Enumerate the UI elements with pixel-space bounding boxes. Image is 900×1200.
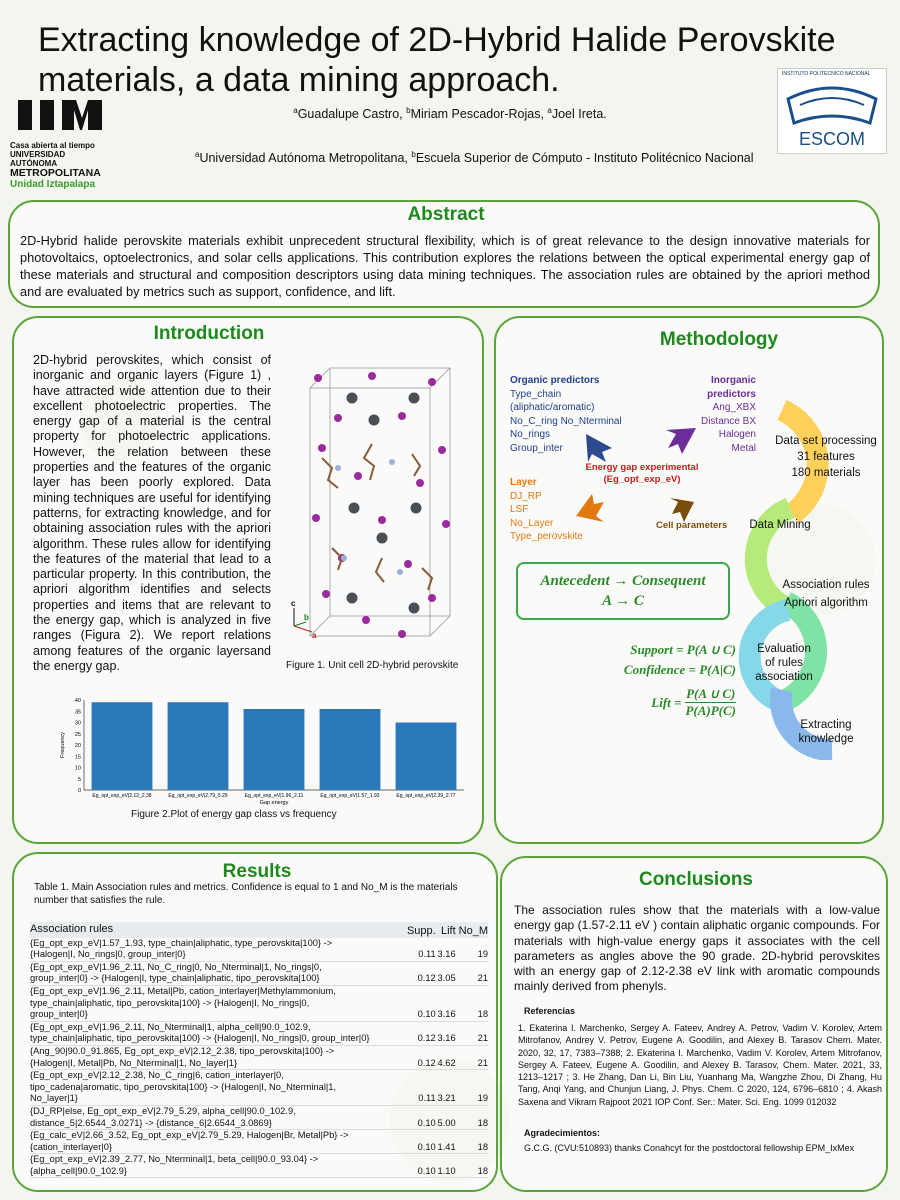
rule-cell: {Eg_opt_exp_eV|2.39_2.77, No_Nterminal|1, beta_cell|90.0_93.04} -> {alpha_cell|90.0_102.9}	[30, 1154, 404, 1178]
svg-text:association: association	[755, 671, 813, 683]
rule-cell: {Eg_opt_exp_eV|1.96_2.11, No_Nterminal|1, alpha_cell|90.0_102.9, type_chain|aliphatic, tipo_perovskita|100} -> {Halogen|I, No_rings|0, group_inter|0}	[30, 1021, 404, 1045]
rule-cell: {Ang_90|90.0_91.865, Eg_opt_exp_eV|2.12_2.38, tipo_perovskita|100} -> {Halogen|I, Metal|Pb, No_Nterminal|1, No_layer|1}	[30, 1045, 404, 1069]
support-cell: 0.11	[404, 938, 436, 962]
conclusions-text: The association rules show that the materials with a low-value energy gap (1.57-2.11 eV ) contain aliphatic organic compounds. For materials with high-value energy gaps it associates with the cell parameters as angles above the 90 grade. 2D-hybrid perovskites with an energy gap of 2.12-2.38 eV link with aromatic compounds mainly derived from phenyls.	[514, 903, 880, 994]
nom-cell: 18	[456, 1154, 488, 1178]
organic-predictors: Organic predictors Type_chain (aliphatic/aromatic) No_C_ring No_Nterminal No_rings Group_inter	[510, 375, 622, 454]
abstract-title: Abstract	[407, 204, 485, 225]
nom-cell: 18	[456, 985, 488, 1021]
lift-cell: 4.62	[436, 1045, 456, 1069]
svg-text:b: b	[304, 613, 309, 622]
nom-cell: 19	[456, 938, 488, 962]
abstract-panel	[8, 200, 880, 308]
table-row	[30, 1154, 488, 1178]
header-supp: Supp.	[406, 925, 436, 937]
header-nom: No_M	[458, 925, 488, 937]
escom-logo: INSTITUTO POLITÉCNICO NACIONAL ESCOM	[777, 68, 887, 154]
rule-cell: {Eg_opt_exp_eV|1.96_2.11, No_C_ring|0, No_Nterminal|1, No_rings|0, group_inter|0} -> {Halogen|I, type_chain|aliphatic, tipo_perovskita|100}	[30, 961, 404, 985]
acknowledgments-title: Agradecimientos:	[524, 1128, 601, 1138]
nom-cell: 21	[456, 1021, 488, 1045]
lift-cell: 5.00	[436, 1105, 456, 1129]
authors: $^a$Guadalupe Castro, $^b$Miriam Pescador-Rojas, $^a$Joel Ireta.	[293, 106, 607, 122]
results-title: Results	[222, 861, 292, 882]
y-tick-label: 5	[77, 776, 81, 783]
introduction-panel	[12, 316, 484, 844]
svg-text:31 features: 31 features	[797, 451, 855, 463]
x-axis-label: Gap energy	[259, 800, 289, 806]
support-cell: 0.10	[404, 1105, 436, 1129]
table-row	[30, 938, 488, 962]
lift-cell: 1.10	[436, 1154, 456, 1178]
rule-cell: {Eg_opt_exp_eV|2.12_2.38, No_C_ring|6, cation_interlayer|0, tipo_cadena|aromatic, tipo_perovskita|100} -> {Halogen|I, No_Nterminal|1, No_layer|1}	[30, 1070, 404, 1106]
inorganic-predictors: Inorganic predictors Ang_XBX Distance BX Halogen Metal	[700, 375, 756, 454]
lift-cell: 3.16	[436, 985, 456, 1021]
metrics-formulas: Support = P(A ∪ C) Confidence = P(A|C) Lift = $\frac{P(A \cup C)}{P(A)P(C)}$	[623, 642, 736, 718]
references-title: Referencias	[524, 1006, 576, 1016]
poster-title: Extracting knowledge of 2D-Hybrid Halide Perovskite materials, a data mining approach.	[38, 21, 836, 99]
y-tick-label: 30	[74, 720, 81, 727]
rule-cell: {Eg_calc_eV|2.66_3.52, Eg_opt_exp_eV|2.79_5.29, Halogen|Br, Metal|Pb} -> {cation_interlayer|0}	[30, 1130, 404, 1154]
support-cell: 0.12	[404, 961, 436, 985]
table-caption: Table 1. Main Association rules and metrics. Confidence is equal to 1 and No_M is the materials number that satisfies the rule.	[34, 882, 458, 906]
x-tick-label: Eg_opt_exp_eV|2.79_5.29	[168, 793, 228, 799]
svg-text:180 materials: 180 materials	[791, 467, 861, 479]
figure1-caption: Figure 1. Unit cell 2D-hybrid perovskite	[286, 660, 459, 671]
svg-text:Extracting: Extracting	[800, 719, 852, 731]
y-tick-label: 15	[74, 754, 81, 761]
table-row	[30, 1070, 488, 1106]
support-cell: 0.12	[404, 1045, 436, 1069]
bar	[320, 709, 381, 790]
svg-text:ESCOM: ESCOM	[798, 129, 866, 149]
header-rules: Association rules	[30, 923, 114, 935]
association-rules-table	[30, 922, 488, 1178]
abstract-text: 2D-Hybrid halide perovskite materials exhibit unprecedent structural flexibility, which is of great relevance to the design innovative materials for photovoltaics, optoelectronics, and solar cells applications. This contribution explores the relations between the optical experimental energy gap of these materials and structural and composition descriptors using data mining techniques. The association rules are obtained by the apriori method and are evaluated by metrics such as support, confidence, and lift.	[20, 233, 870, 299]
y-tick-label: 40	[74, 698, 81, 704]
bar	[168, 702, 229, 790]
rule-cell: {Eg_opt_exp_eV|1.57_1.93, type_chain|aliphatic, type_perovskita|100} -> {Halogen|I, No_rings|0, group_inter|0}	[30, 938, 404, 962]
methodology-panel	[494, 316, 884, 844]
rule-cell: {Eg_opt_exp_eV|1.96_2.11, Metal|Pb, cation_interlayer|Methylammonium, type_chain|aliphatic, tipo_perovskita|100} -> {Halogen|I, No_rings|0, group_inter|0}	[30, 985, 404, 1021]
conclusions-title: Conclusions	[638, 869, 753, 890]
table-row	[30, 1105, 488, 1129]
results-panel	[12, 852, 498, 1192]
support-cell: 0.12	[404, 1021, 436, 1045]
nom-cell: 19	[456, 1070, 488, 1106]
lift-cell: 3.05	[436, 961, 456, 985]
conclusions-panel	[500, 856, 888, 1192]
bar	[244, 709, 305, 790]
svg-text:of rules: of rules	[765, 657, 803, 669]
introduction-title: Introduction	[153, 323, 265, 344]
support-cell: 0.10	[404, 1154, 436, 1178]
x-tick-label: Eg_opt_exp_eV|2.12_2.38	[92, 793, 152, 799]
acknowledgments-text: G.C.G. (CVU:510893) thanks Conahcyt for the postdoctoral fellowship EPM_IxMex	[524, 1143, 855, 1153]
lift-cell: 3.16	[436, 1021, 456, 1045]
unit-cell-figure	[282, 358, 462, 648]
support-cell: 0.10	[404, 1130, 436, 1154]
svg-text:a: a	[312, 631, 317, 640]
svg-text:c: c	[291, 599, 296, 608]
affiliations: $^a$Universidad Autónoma Metropolitana, $^b$Escuela Superior de Cómputo - Instituto Politécnico Nacional	[195, 150, 754, 166]
nom-cell: 21	[456, 961, 488, 985]
x-tick-label: Eg_opt_exp_eV|1.96_2.11	[244, 793, 304, 799]
table-row	[30, 1130, 488, 1154]
y-tick-label: 20	[74, 743, 81, 749]
target-variable: Energy gap experimental (Eg_opt_exp_eV)	[585, 462, 699, 485]
energy-gap-bar-chart	[54, 690, 474, 810]
lift-cell: 3.21	[436, 1070, 456, 1106]
uam-logo: Casa abierta al tiempo UNIVERSIDAD AUTÓNOMA METROPOLITANA Unidad Iztapalapa	[10, 96, 110, 176]
nom-cell: 18	[456, 1105, 488, 1129]
bar	[92, 702, 153, 790]
svg-text:Association rules: Association rules	[782, 579, 870, 591]
layer-predictors: Layer DJ_RP LSF No_Layer Type_perovskite	[510, 477, 583, 543]
y-tick-label: 10	[74, 765, 81, 772]
bar	[396, 723, 457, 791]
svg-text:Data set processing: Data set processing	[775, 435, 877, 447]
table-header-row	[30, 922, 488, 938]
svg-text:Apriori algorithm: Apriori algorithm	[784, 597, 868, 609]
lift-cell: 1.41	[436, 1130, 456, 1154]
escom-emblem-icon	[778, 79, 886, 151]
x-tick-label: Eg_opt_exp_eV|2.39_2.77	[396, 793, 456, 799]
x-tick-label: Eg_opt_exp_eV|1.57_1.93	[320, 793, 380, 799]
process-flow	[722, 390, 882, 760]
arrows-icon	[566, 418, 716, 528]
header-lift: Lift	[440, 925, 456, 937]
lift-cell: 3.16	[436, 938, 456, 962]
methodology-title: Methodology	[659, 329, 779, 350]
introduction-text: 2D-hybrid perovskites, which consist of inorganic and organic layers (Figure 1) , have attracted wide attention due to their excellent photoelectric properties. The energy gap of a material is the central property for photoelectric applications. However, the relation between these properties and the features of the organic layer has been poorly explored. Data mining techniques are useful for identifying patterns, for extracting knowledge, and for obtaining association rules with the apriori algorithm. These rules allow for identifying the features of the material that lead to a particular property. In this contribution, the apriori algorithm identifies and selects properties and items that are relevant to the energy gap, which is analyzed in five ranges (Figura 2). We report relations among features of the organic layersand the energy gap.	[33, 353, 271, 673]
figure2-caption: Figure 2.Plot of energy gap class vs frequency	[131, 809, 337, 820]
uam-emblem-icon	[10, 96, 110, 136]
support-cell: 0.10	[404, 985, 436, 1021]
rule-cell: {DJ_RP|else, Eg_opt_exp_eV|2.79_5.29, alpha_cell|90.0_102.9, distance_5|2.6544_3.0271} -> {distance_6|2.6544_3.0869}	[30, 1105, 404, 1129]
svg-text:Evaluation: Evaluation	[757, 643, 811, 655]
y-tick-label: 35	[74, 709, 81, 716]
svg-text:Data Mining: Data Mining	[749, 519, 811, 531]
rule-box: Antecedent → Consequent A → C	[516, 562, 730, 620]
table-row	[30, 961, 488, 985]
nom-cell: 21	[456, 1045, 488, 1069]
svg-text:knowledge: knowledge	[798, 733, 854, 745]
y-tick-label: 25	[74, 731, 81, 738]
references-text: 1. Ekaterina I. Marchenko, Sergey A. Fateev, Andrey A. Petrov, Vadim V. Korolev, Artem Mitrofanov, Andrey V. Petrov, Eugene A. Goodilin, and Alexey B. Tarasov Chem. Mater. 2020, 32, 17, 7383–7388; 2. Ekaterina I. Marchenko, Vadim V. Korolev, Artem Mitrofanov, Sergey A. Fateev, Eugene A. Goodilin, and Alexey B. Tarasov, Chem. Mater. 2021, 33, 1213–1217 ; 3. He Zhang, Dan Li, Bin Liu, Yuanhang Ma, Wangzhe Zhou, Di Zhang, Hu Tang, Anqi Yang, and Chunjun Liang, J. Phys. Chem. C 2020, 124, 6796–6810 ; 4. Akash Saxena and Vikram Rajpoot 2021 IOP Conf. Ser.: Mater. Sci. Eng. 1099 012032	[518, 1023, 882, 1107]
table-row	[30, 1045, 488, 1069]
y-axis-label: Frequency	[60, 732, 66, 758]
nom-cell: 18	[456, 1130, 488, 1154]
y-tick-label: 0	[77, 788, 81, 794]
cell-parameters: Cell parameters	[656, 520, 728, 531]
support-cell: 0.11	[404, 1070, 436, 1106]
table-row	[30, 985, 488, 1021]
table-row	[30, 1021, 488, 1045]
